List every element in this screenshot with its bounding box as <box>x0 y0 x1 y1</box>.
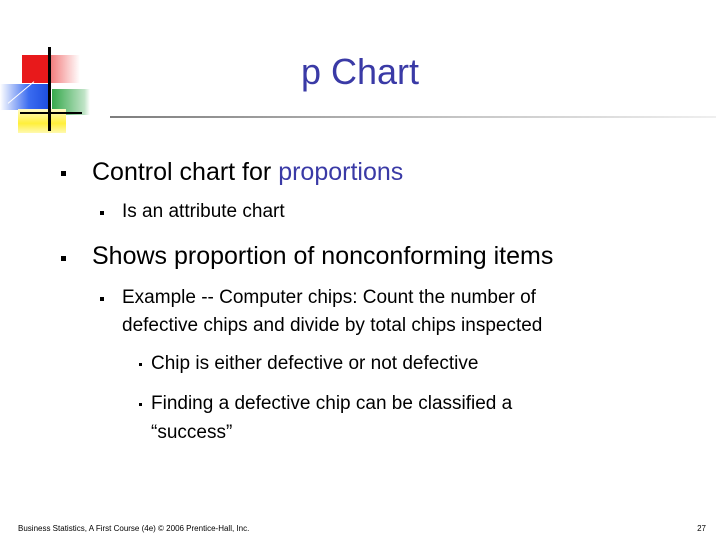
subsub-bullet-2-line-1: Finding a defective chip can be classified a <box>151 393 513 414</box>
footer-citation: Business Statistics, A First Course (4e) © 2006 Prentice-Hall, Inc. <box>18 524 250 533</box>
subsub-bullet-square-icon <box>139 403 142 406</box>
bullet-square-icon <box>61 256 66 261</box>
sub-bullet-square-icon <box>100 297 104 301</box>
subsub-bullet-square-icon <box>139 363 142 366</box>
sub-bullet-1-text: Is an attribute chart <box>122 201 285 222</box>
slide-title: p Chart <box>300 51 420 92</box>
logo-horizontal-line <box>20 112 82 114</box>
bullet-square-icon <box>61 171 66 176</box>
bullet-1-text-main: Control chart for <box>92 158 279 186</box>
title-underline <box>110 116 716 118</box>
sub-bullet-2-line-2: defective chips and divide by total chips inspected <box>122 315 543 336</box>
sub-bullet-2-line-1: Example -- Computer chips: Count the number of <box>122 287 536 308</box>
subsub-bullet-1-text: Chip is either defective or not defective <box>151 353 479 374</box>
subsub-bullet-2-line-2: “success” <box>151 422 233 443</box>
page-number: 27 <box>697 524 706 533</box>
bullet-1-accent: proportions <box>278 158 404 186</box>
bullet-2-text: Shows proportion of nonconforming items <box>92 242 554 270</box>
bullet-1-text <box>92 157 403 187</box>
sub-bullet-square-icon <box>100 211 104 215</box>
